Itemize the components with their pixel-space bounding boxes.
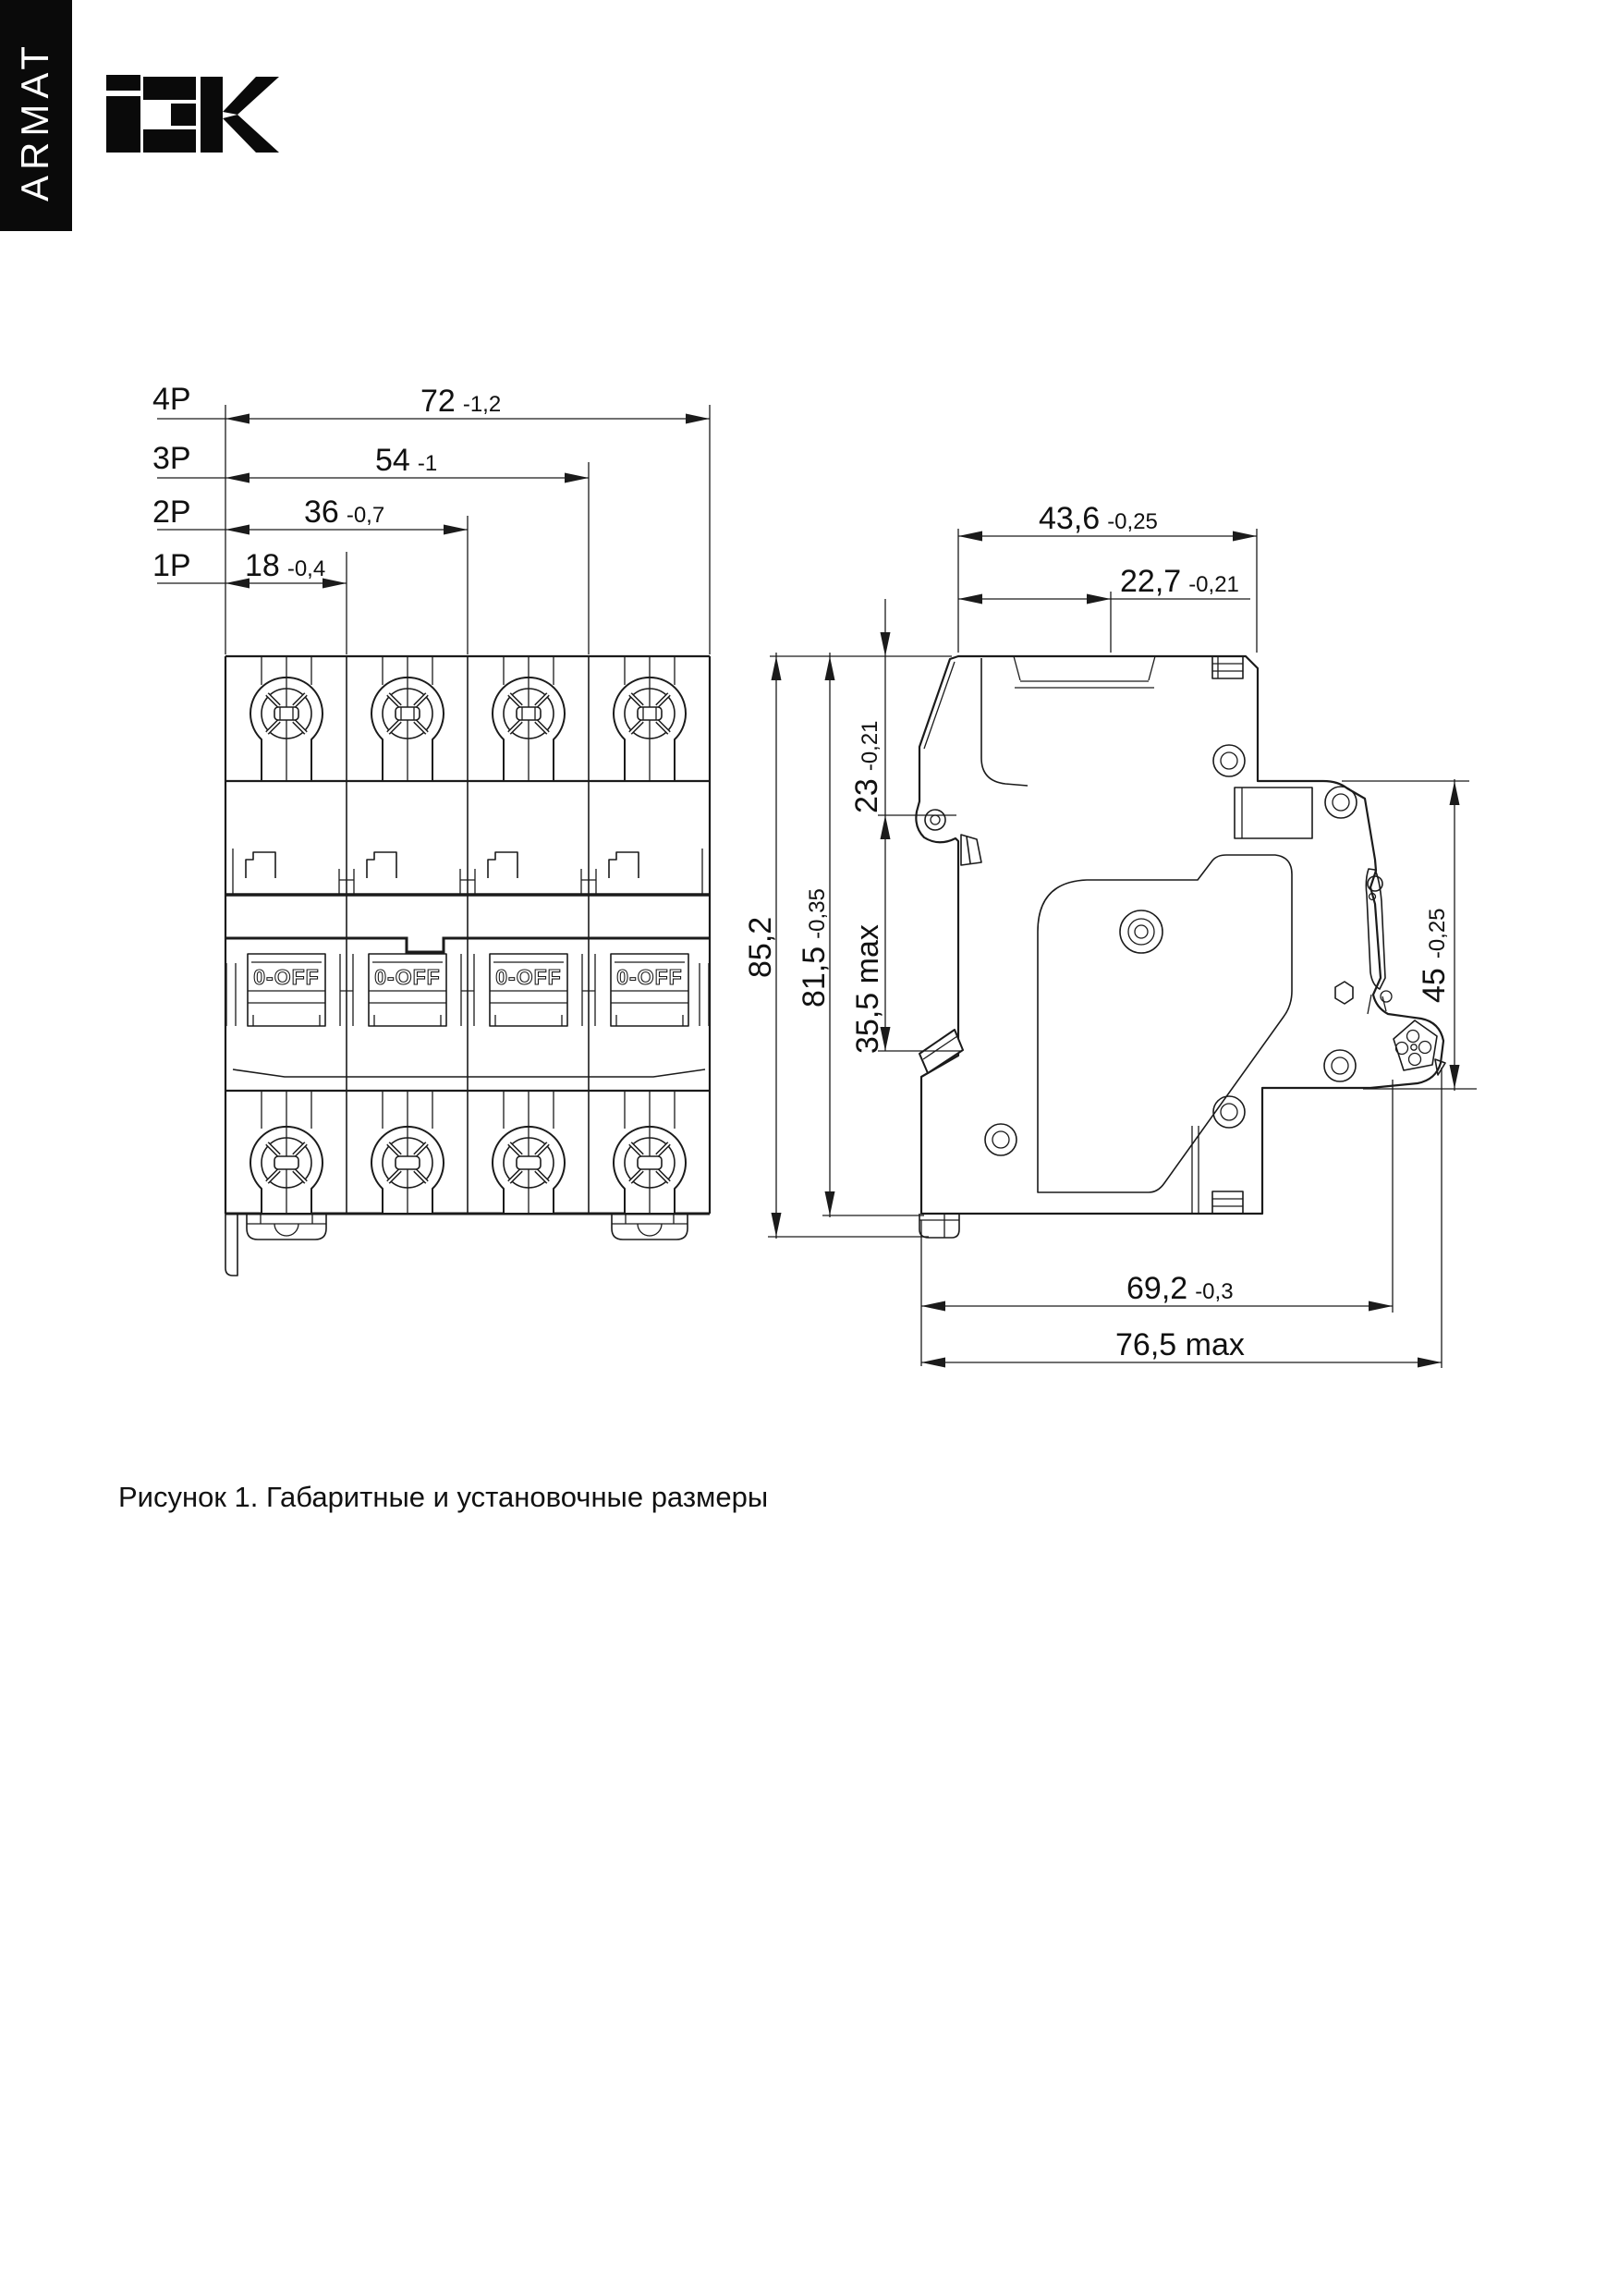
dim-front-height: 45-0,25 — [1417, 908, 1452, 1003]
logo-k-stem — [201, 77, 223, 153]
dim-height-total: 85,2 — [743, 916, 778, 978]
logo-k-upper-arm — [223, 77, 279, 115]
dim-2p-value: 36 -0,7 — [304, 495, 385, 530]
logo-e-bottom — [143, 129, 196, 153]
dim-height-body: 81,5-0,35 — [797, 888, 832, 1008]
dim-width-rail: 22,7 -0,21 — [1120, 564, 1239, 599]
dim-4p-value: 72 -1,2 — [420, 384, 502, 419]
logo-k-lower-arm — [223, 115, 279, 153]
rivets — [985, 745, 1357, 1155]
logo-i-bar — [106, 96, 140, 153]
dim-2p-label: 2P — [152, 495, 191, 530]
rail-pawl — [961, 835, 981, 865]
pole-3 — [488, 656, 567, 1214]
toggle-label-1: 0-OFF — [253, 965, 320, 989]
front-view-body — [225, 656, 710, 1276]
interior-panel — [1038, 855, 1292, 1192]
dim-front-depth: 35,5 max — [850, 924, 885, 1054]
toggle-label-4: 0-OFF — [616, 965, 683, 989]
dim-depth-total: 76,5 max — [1115, 1327, 1245, 1362]
brand-sidebar — [0, 0, 72, 231]
bottom-terminal-detail — [1212, 1191, 1243, 1214]
side-view-body — [916, 656, 1445, 1238]
dim-width-top: 43,6 -0,25 — [1039, 501, 1158, 536]
din-foot-left — [247, 1214, 326, 1240]
side-view-dimensions — [743, 501, 1477, 1368]
logo-e-top — [143, 77, 196, 100]
dim-1p-value: 18 -0,4 — [245, 548, 326, 583]
logo-e-mid — [171, 104, 196, 126]
latch-spring-box — [1235, 788, 1312, 838]
din-foot-right — [612, 1214, 688, 1240]
pole-4 — [609, 656, 688, 1214]
iek-logo — [106, 75, 279, 153]
dim-depth-body: 69,2 -0,3 — [1126, 1271, 1234, 1306]
center-screw — [1120, 910, 1163, 953]
pole-2 — [367, 656, 446, 1214]
dim-4p-label: 4P — [152, 382, 191, 417]
toggle-label-3: 0-OFF — [495, 965, 562, 989]
toggle-label-2: 0-OFF — [374, 965, 441, 989]
dim-3p-label: 3P — [152, 441, 191, 476]
pole-1 — [246, 656, 325, 1214]
front-view-dimensions — [152, 382, 710, 654]
dim-1p-label: 1P — [152, 548, 191, 583]
brand-sidebar-label: ARMAT — [13, 41, 56, 202]
dim-rail-offset: 23-0,21 — [849, 720, 884, 813]
din-slide-clip — [919, 1214, 959, 1238]
hex-detail — [1335, 982, 1353, 1004]
figure-caption: Рисунок 1. Габаритные и установочные размеры — [118, 1481, 769, 1513]
top-terminal-detail — [1212, 656, 1243, 678]
front-view — [152, 382, 710, 1276]
din-tab-left — [225, 1214, 237, 1276]
logo-i-dot — [106, 75, 140, 91]
rail-hook-circle — [925, 810, 945, 830]
side-view — [743, 501, 1477, 1368]
dim-3p-value: 54 -1 — [375, 443, 438, 478]
